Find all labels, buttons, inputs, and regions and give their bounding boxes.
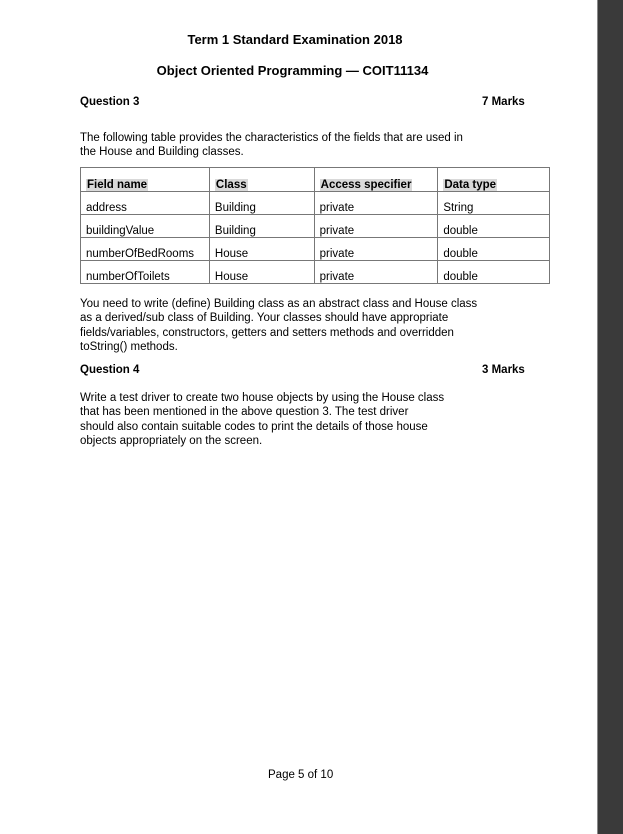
body-line: objects appropriately on the screen. [80, 434, 263, 447]
question-4-body [80, 391, 444, 448]
table-cell: buildingValue [81, 215, 210, 238]
course-title: Object Oriented Programming — COIT11134 [156, 63, 429, 78]
table-cell: double [438, 238, 550, 261]
table-cell: double [438, 215, 550, 238]
intro-line: The following table provides the characteristics of the fields that are used in [80, 132, 463, 144]
table-cell: House [209, 238, 314, 261]
table-cell: String [438, 192, 550, 215]
table-cell: double [438, 261, 550, 284]
table-cell: numberOfBedRooms [81, 238, 210, 261]
question-3-body [80, 297, 477, 354]
table-header-row [81, 168, 550, 192]
table-cell: Building [209, 192, 314, 215]
body-line: fields/variables, constructors, getters and setters methods and overridden [80, 326, 454, 339]
body-line: as a derived/sub class of Building. Your classes should have appropriate [80, 312, 449, 325]
table-cell: numberOfToilets [81, 261, 210, 284]
table-cell: private [314, 192, 438, 215]
question-4-label: Question 4 [80, 364, 140, 376]
table-cell: private [314, 261, 438, 284]
table-cell: House [209, 261, 314, 284]
table-row [81, 215, 550, 238]
exam-title: Term 1 Standard Examination 2018 [187, 32, 403, 47]
table-cell: private [314, 215, 438, 238]
question-3-label: Question 3 [80, 96, 140, 108]
table-row [81, 261, 550, 284]
table-cell: Building [209, 215, 314, 238]
body-line: You need to write (define) Building class as an abstract class and House class [80, 298, 478, 310]
intro-line: the House and Building classes. [80, 146, 244, 159]
question-3-marks: 7 Marks [482, 96, 525, 108]
body-line: should also contain suitable codes to print the details of those house [80, 420, 428, 433]
table-row [81, 192, 550, 215]
table-cell: private [314, 238, 438, 261]
table-row [81, 238, 550, 261]
viewer-side-strip [597, 0, 623, 834]
table-cell: address [81, 192, 210, 215]
header-class: Class [209, 168, 314, 192]
body-line: toString() methods. [80, 340, 178, 353]
header-access-specifier: Access specifier [314, 168, 438, 192]
fields-table [80, 167, 550, 284]
question-3-intro [80, 131, 463, 160]
header-data-type: Data type [438, 168, 550, 192]
body-line: Write a test driver to create two house objects by using the House class [80, 392, 445, 404]
question-4-marks: 3 Marks [482, 364, 525, 376]
header-field-name: Field name [81, 168, 210, 192]
page-number: Page 5 of 10 [268, 769, 334, 781]
body-line: that has been mentioned in the above question 3. The test driver [80, 406, 409, 419]
